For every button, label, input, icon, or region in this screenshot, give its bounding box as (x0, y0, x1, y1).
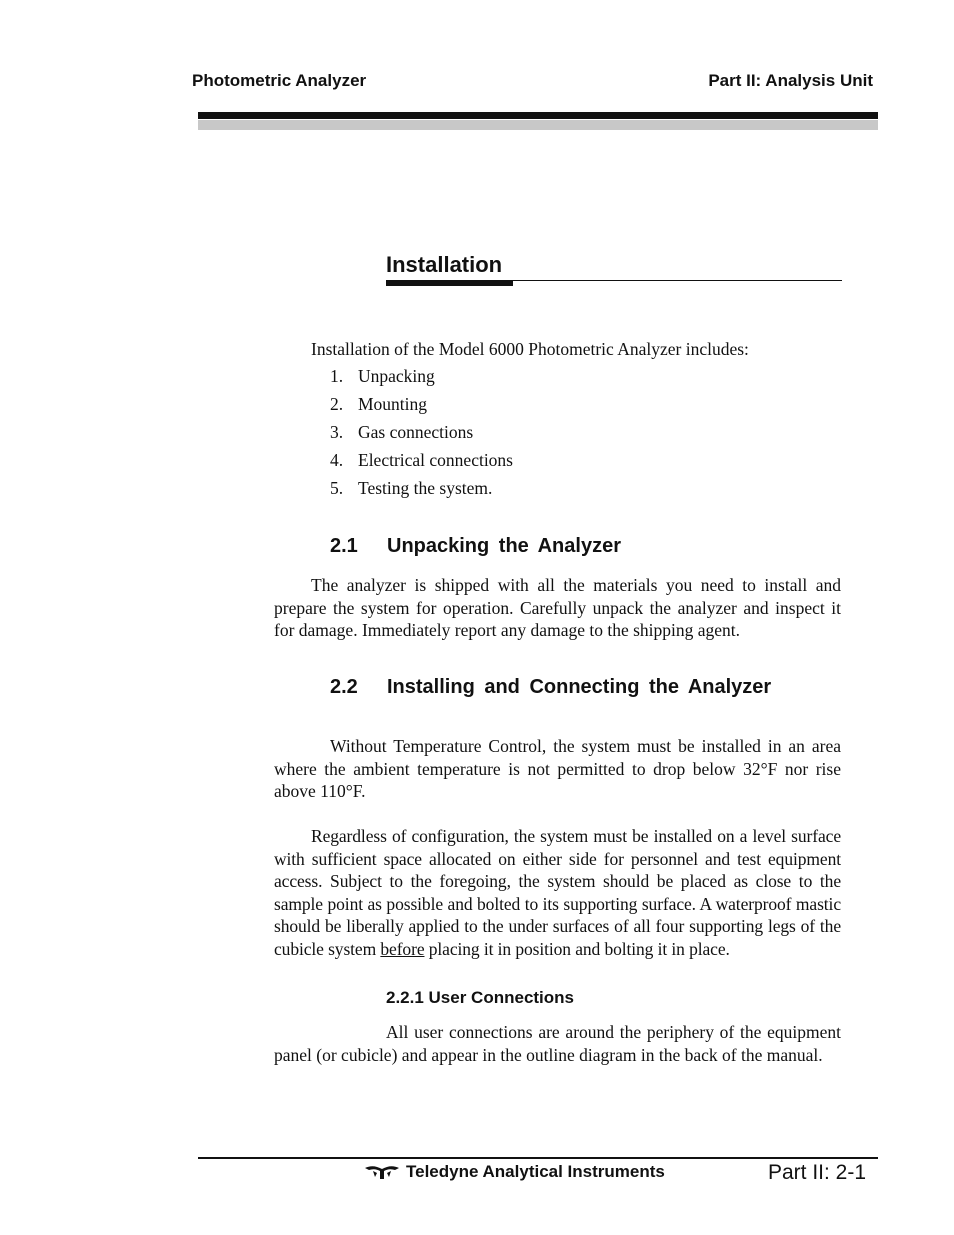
header-title-left: Photometric Analyzer (192, 71, 367, 90)
paragraph-text: Regardless of configuration, the system must be installed on a level surface with sufficient space allocated on either side for personnel and test equipment access. Subject to the foregoing, the system should be placed as close to the sample point as possible and bolted to its supporting surface. A waterproof mastic should be liberally applied to the under surfaces of all four supporting legs of the cubicle system (274, 826, 841, 959)
header-title-right: Part II: Analysis Unit (708, 71, 873, 90)
list-item-number: 2. (330, 394, 344, 414)
paragraph-user-connections (274, 1021, 841, 1066)
list-item (330, 450, 513, 471)
section-title-bar (386, 280, 513, 286)
section-title: Installation (386, 252, 503, 277)
list-item (330, 422, 473, 443)
list-item (330, 394, 427, 415)
intro-text: Installation of the Model 6000 Photometric Analyzer includes: (311, 339, 749, 359)
paragraph-text: Without Temperature Control, the system must be installed in an area where the ambient temperature is not permitted to drop below 32°F nor rise above 110°F. (274, 736, 841, 801)
header-rule (198, 112, 878, 119)
paragraph-unpacking (274, 574, 841, 642)
paragraph-underlined-word: before (380, 938, 425, 959)
list-item-text: Mounting (358, 394, 428, 414)
heading-number: 2.2 (330, 676, 358, 698)
heading-2-1 (330, 535, 621, 558)
list-item-text: Testing the system. (358, 478, 493, 498)
list-item-number: 1. (330, 366, 344, 386)
paragraph-text: The analyzer is shipped with all the materials you need to install and prepare the system for operation. Carefully unpack the analyzer and inspect it for damage. Immediately report any damage to the shipping agent. (274, 575, 841, 640)
list-item-number: 5. (330, 478, 344, 498)
heading-2-2-1: 2.2.1 User Connections (386, 988, 575, 1007)
list-item-text: Unpacking (358, 366, 435, 386)
heading-2-2 (330, 676, 771, 699)
footer-page-number: Part II: 2-1 (768, 1161, 867, 1184)
heading-number: 2.1 (330, 535, 358, 557)
footer-brand-text: Teledyne Analytical Instruments (406, 1162, 665, 1181)
list-item-text: Gas connections (358, 422, 474, 442)
list-item-number: 4. (330, 450, 344, 470)
paragraph-text: placing it in position and bolting it in place. (424, 938, 730, 959)
heading-text: Installing and Connecting the Analyzer (387, 676, 772, 698)
paragraph-text: All user connections are around the periphery of the equipment panel (or cubicle) and appear in the outline diagram in the back of the manual. (274, 1022, 841, 1065)
header-rule-shadow (198, 120, 878, 130)
footer-rule (198, 1157, 878, 1159)
list-item-text: Electrical connections (358, 450, 513, 470)
teledyne-logo-icon (364, 1164, 400, 1180)
paragraph-temperature (274, 735, 841, 803)
heading-text: Unpacking the Analyzer (387, 535, 621, 557)
paragraph-mounting (274, 825, 841, 960)
footer-brand (364, 1162, 665, 1182)
list-item (330, 478, 492, 499)
list-item-number: 3. (330, 422, 344, 442)
list-item (330, 366, 435, 387)
